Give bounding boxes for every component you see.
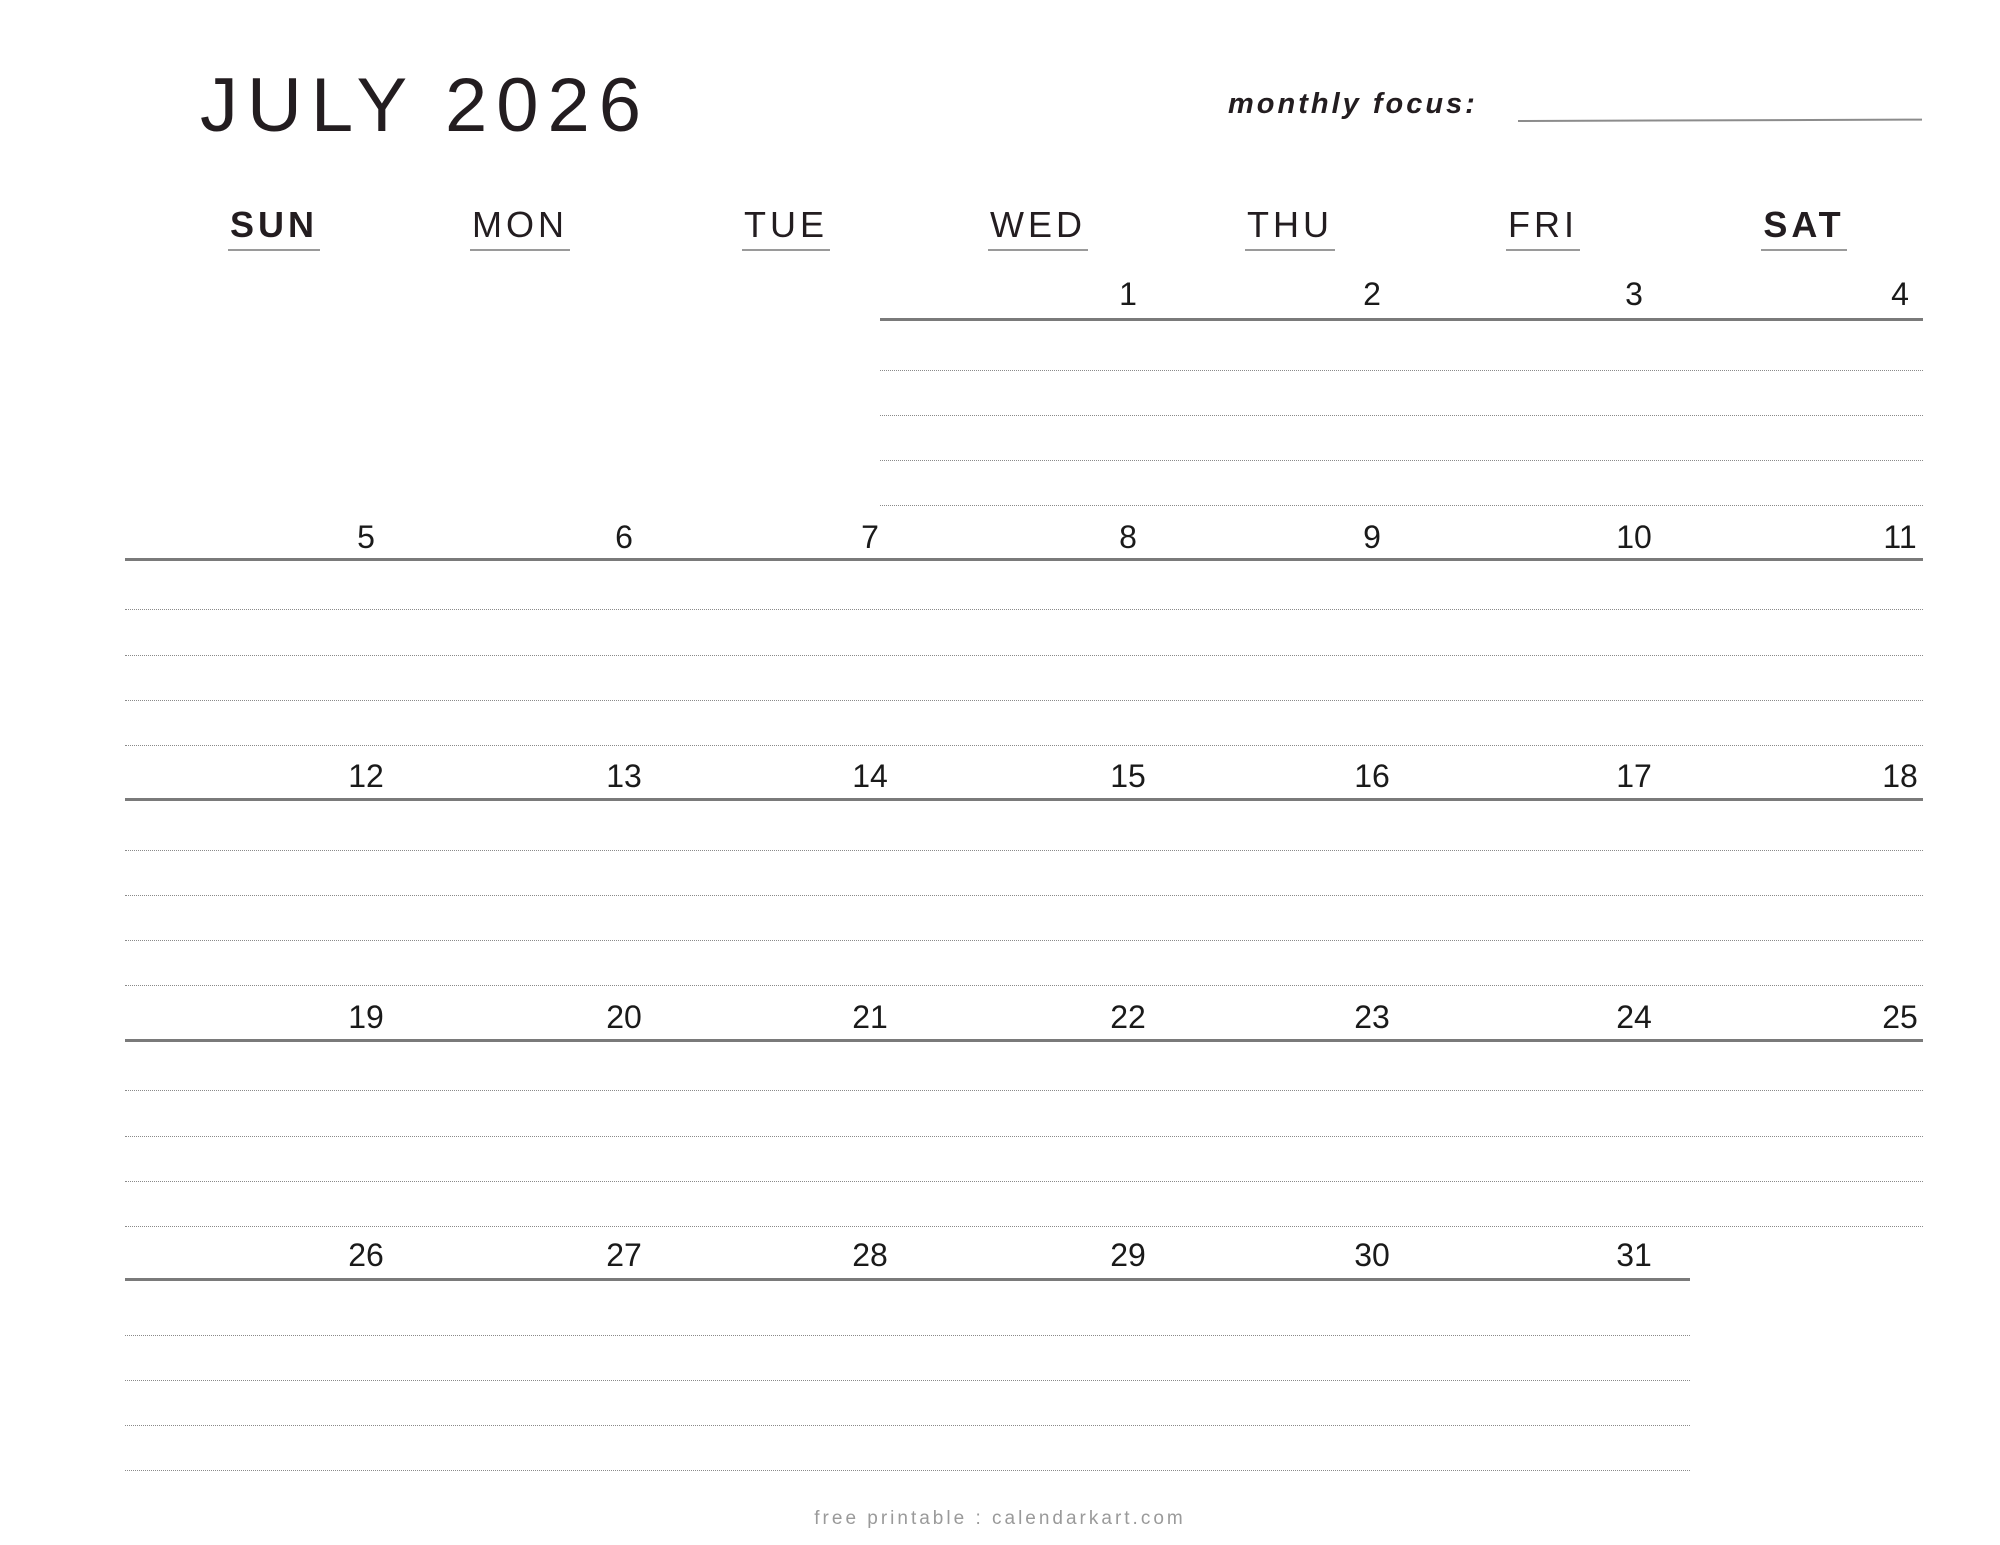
day-number: 5 <box>357 519 375 555</box>
note-line[interactable] <box>125 1226 1923 1227</box>
weekday-label: MON <box>470 207 570 251</box>
day-number: 2 <box>1363 276 1381 312</box>
day-number: 9 <box>1363 519 1381 555</box>
note-line[interactable] <box>125 895 1923 896</box>
note-line[interactable] <box>125 655 1923 656</box>
weekday-label: THU <box>1245 207 1335 251</box>
note-line[interactable] <box>125 1380 1690 1381</box>
week-rule <box>125 558 1923 561</box>
monthly-focus-write-line[interactable] <box>1518 119 1922 122</box>
day-number: 6 <box>615 519 633 555</box>
day-number: 25 <box>1882 999 1918 1035</box>
day-number: 31 <box>1616 1237 1652 1273</box>
day-number: 18 <box>1882 758 1918 794</box>
note-line[interactable] <box>125 850 1923 851</box>
page-title: JULY 2026 <box>200 63 651 148</box>
footer-credit: free printable : calendarkart.com <box>814 1508 1186 1529</box>
weekday-header-sat <box>1704 204 1904 251</box>
note-line[interactable] <box>880 460 1923 461</box>
day-number: 24 <box>1616 999 1652 1035</box>
weekday-header-sun <box>174 204 374 251</box>
day-number: 20 <box>606 999 642 1035</box>
note-line[interactable] <box>125 1425 1690 1426</box>
day-number: 3 <box>1625 276 1643 312</box>
note-line[interactable] <box>125 1181 1923 1182</box>
week-rule <box>125 1039 1923 1042</box>
week-rule <box>125 798 1923 801</box>
weekday-label: SAT <box>1761 207 1846 251</box>
weekday-header-wed <box>938 204 1138 251</box>
day-number: 15 <box>1110 758 1146 794</box>
note-line[interactable] <box>125 985 1923 986</box>
weekday-header-mon <box>420 204 620 251</box>
weekday-header-tue <box>686 204 886 251</box>
note-line[interactable] <box>125 1090 1923 1091</box>
note-line[interactable] <box>125 1136 1923 1137</box>
week-rule <box>880 318 1923 321</box>
day-number: 26 <box>348 1237 384 1273</box>
day-number: 12 <box>348 758 384 794</box>
day-number: 13 <box>606 758 642 794</box>
day-number: 1 <box>1119 276 1137 312</box>
note-line[interactable] <box>125 1335 1690 1336</box>
note-line[interactable] <box>880 370 1923 371</box>
note-line[interactable] <box>125 940 1923 941</box>
day-number: 22 <box>1110 999 1146 1035</box>
monthly-focus-label: monthly focus: <box>1228 88 1478 120</box>
weekday-label: WED <box>988 207 1088 251</box>
weekday-label: FRI <box>1506 207 1580 251</box>
note-line[interactable] <box>880 415 1923 416</box>
weekday-label: SUN <box>228 207 320 251</box>
note-line[interactable] <box>880 505 1923 506</box>
week-rule <box>125 1278 1690 1281</box>
day-number: 10 <box>1616 519 1652 555</box>
day-number: 4 <box>1891 276 1909 312</box>
day-number: 7 <box>861 519 879 555</box>
day-number: 11 <box>1883 519 1917 555</box>
note-line[interactable] <box>125 700 1923 701</box>
day-number: 17 <box>1616 758 1652 794</box>
day-number: 16 <box>1354 758 1390 794</box>
day-number: 29 <box>1110 1237 1146 1273</box>
day-number: 21 <box>852 999 888 1035</box>
day-number: 8 <box>1119 519 1137 555</box>
weekday-label: TUE <box>742 207 830 251</box>
weekday-header-thu <box>1190 204 1390 251</box>
note-line[interactable] <box>125 745 1923 746</box>
weekday-header-fri <box>1443 204 1643 251</box>
day-number: 30 <box>1354 1237 1390 1273</box>
day-number: 28 <box>852 1237 888 1273</box>
note-line[interactable] <box>125 1470 1690 1471</box>
day-number: 23 <box>1354 999 1390 1035</box>
day-number: 14 <box>852 758 888 794</box>
day-number: 27 <box>606 1237 642 1273</box>
note-line[interactable] <box>125 609 1923 610</box>
day-number: 19 <box>348 999 384 1035</box>
